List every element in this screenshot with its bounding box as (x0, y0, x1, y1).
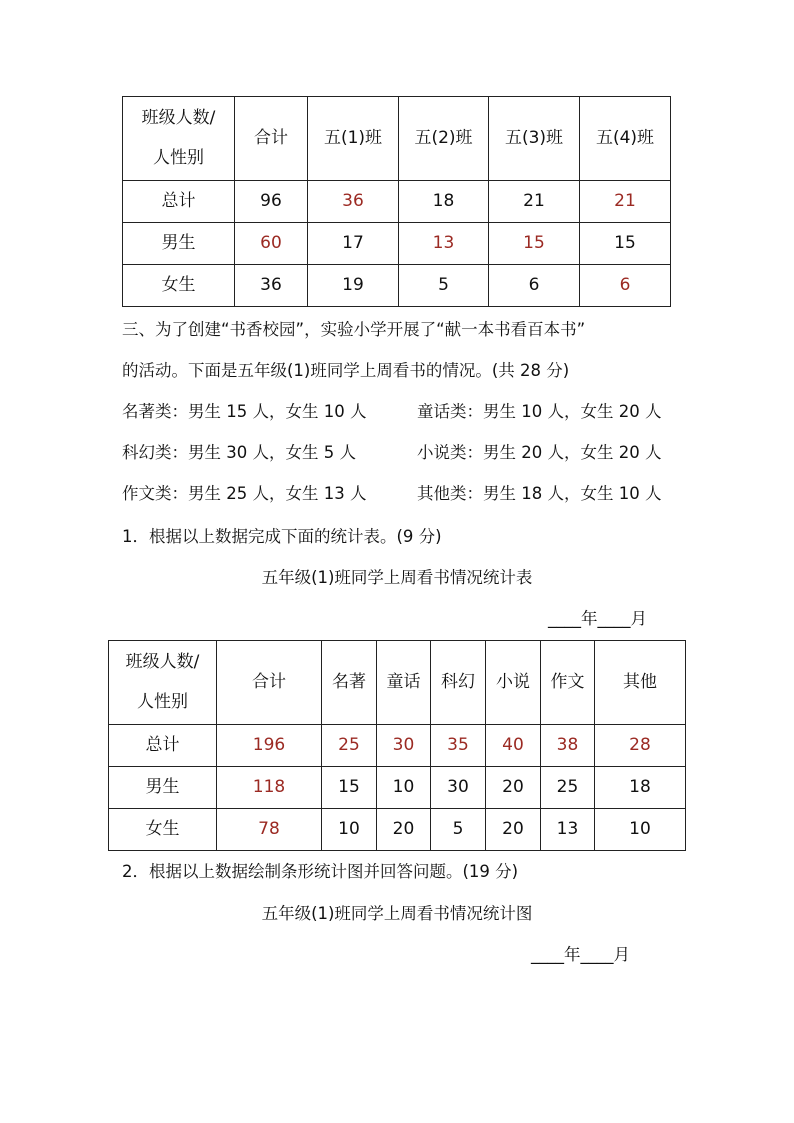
table-row (123, 265, 671, 307)
header-novel: 小说 (486, 641, 541, 725)
header-other: 其他 (595, 641, 686, 725)
header-corner-line2: 人性别 (153, 147, 204, 168)
answer-cell: 38 (541, 725, 595, 767)
table-header-row (123, 97, 671, 181)
header-corner-line2: 人性别 (137, 691, 188, 712)
data-line-novel: 小说类：男生 20 人，女生 20 人 (417, 443, 662, 462)
table-cell: 25 (541, 767, 595, 809)
header-classics: 名著 (322, 641, 377, 725)
header-class3: 五(3)班 (489, 97, 580, 181)
answer-cell: 36 (308, 181, 399, 223)
table-cell: 18 (399, 181, 489, 223)
header-scifi: 科幻 (431, 641, 486, 725)
answer-cell: 118 (217, 767, 322, 809)
header-class2: 五(2)班 (399, 97, 489, 181)
header-total: 合计 (235, 97, 308, 181)
header-corner (123, 97, 235, 181)
table-row (109, 767, 686, 809)
row-label: 总计 (123, 181, 235, 223)
data-line-scifi: 科幻类：男生 30 人，女生 5 人 (122, 443, 356, 462)
class-stats-table (122, 96, 671, 307)
table-title: 五年级(1)班同学上周看书情况统计表 (261, 568, 533, 587)
reading-stats-table (108, 640, 686, 851)
answer-cell: 30 (377, 725, 431, 767)
table-cell: 21 (489, 181, 580, 223)
row-label: 男生 (123, 223, 235, 265)
table-cell: 20 (377, 809, 431, 851)
table-cell: 20 (486, 767, 541, 809)
header-total: 合计 (217, 641, 322, 725)
answer-cell: 28 (595, 725, 686, 767)
date-line-2: ____年____月 (531, 945, 630, 964)
table-cell: 20 (486, 809, 541, 851)
header-class1: 五(1)班 (308, 97, 399, 181)
answer-cell: 40 (486, 725, 541, 767)
table-row (109, 725, 686, 767)
answer-cell: 35 (431, 725, 486, 767)
table-header-row (109, 641, 686, 725)
data-line-essay: 作文类：男生 25 人，女生 13 人 (122, 484, 367, 503)
answer-cell: 25 (322, 725, 377, 767)
table-cell: 18 (595, 767, 686, 809)
table-cell: 15 (580, 223, 671, 265)
date-line: ____年____月 (548, 609, 647, 628)
table-cell: 19 (308, 265, 399, 307)
question-intro-line1: 三、为了创建“书香校园”，实验小学开展了“献一本书看百本书” (122, 320, 586, 339)
table-cell: 30 (431, 767, 486, 809)
row-label: 女生 (123, 265, 235, 307)
answer-cell: 78 (217, 809, 322, 851)
table-cell: 10 (377, 767, 431, 809)
table-row (109, 809, 686, 851)
table-cell: 5 (431, 809, 486, 851)
header-fairytale: 童话 (377, 641, 431, 725)
table-cell: 15 (322, 767, 377, 809)
table-cell: 36 (235, 265, 308, 307)
data-line-other: 其他类：男生 18 人，女生 10 人 (417, 484, 662, 503)
answer-cell: 13 (399, 223, 489, 265)
header-corner-line1: 班级人数/ (141, 108, 216, 129)
question-intro-line2: 的活动。下面是五年级(1)班同学上周看书的情况。(共 28 分) (122, 361, 570, 380)
table-row (123, 223, 671, 265)
table-cell: 96 (235, 181, 308, 223)
table-cell: 5 (399, 265, 489, 307)
data-line-classics: 名著类：男生 15 人，女生 10 人 (122, 402, 367, 421)
answer-cell: 21 (580, 181, 671, 223)
chart-title: 五年级(1)班同学上周看书情况统计图 (261, 904, 533, 923)
row-label: 总计 (109, 725, 217, 767)
table-row (123, 181, 671, 223)
answer-cell: 60 (235, 223, 308, 265)
question-2: 2．根据以上数据绘制条形统计图并回答问题。(19 分) (122, 862, 519, 881)
header-corner (109, 641, 217, 725)
row-label: 男生 (109, 767, 217, 809)
table-cell: 6 (489, 265, 580, 307)
question-1: 1．根据以上数据完成下面的统计表。(9 分) (122, 527, 442, 546)
header-corner-line1: 班级人数/ (125, 652, 200, 673)
data-line-fairytale: 童话类：男生 10 人，女生 20 人 (417, 402, 662, 421)
table-cell: 10 (595, 809, 686, 851)
answer-cell: 6 (580, 265, 671, 307)
answer-cell: 15 (489, 223, 580, 265)
answer-cell: 196 (217, 725, 322, 767)
row-label: 女生 (109, 809, 217, 851)
table-cell: 10 (322, 809, 377, 851)
table-cell: 17 (308, 223, 399, 265)
header-essay: 作文 (541, 641, 595, 725)
header-class4: 五(4)班 (580, 97, 671, 181)
table-cell: 13 (541, 809, 595, 851)
